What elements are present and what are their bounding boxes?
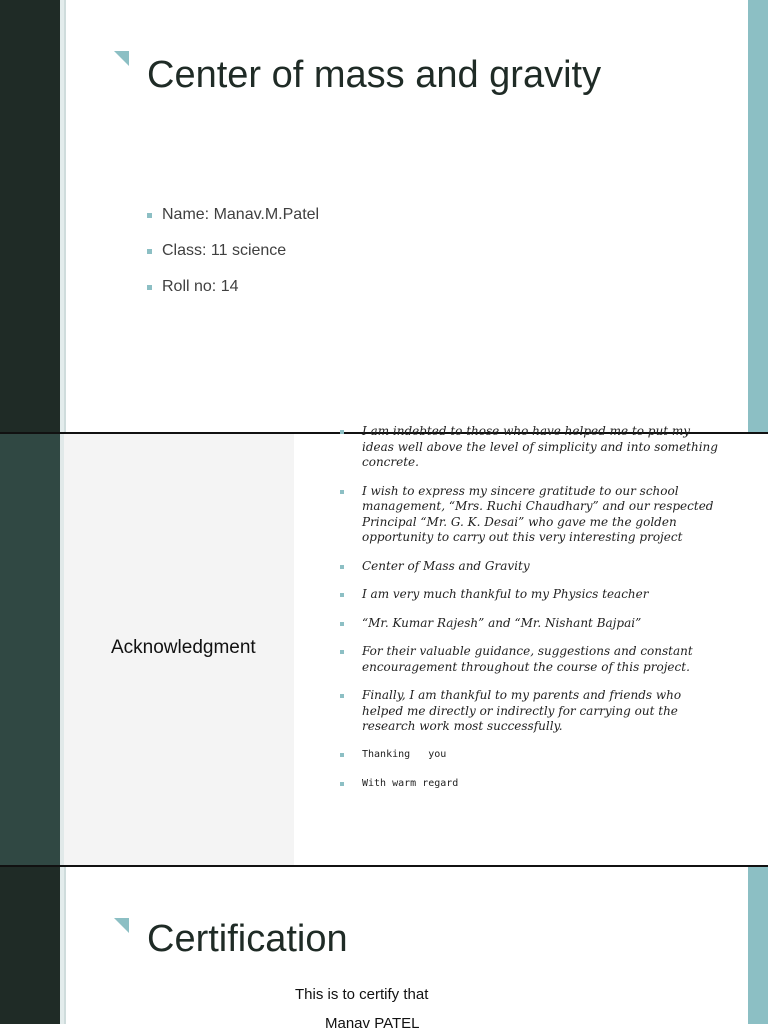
- list-item: [340, 747, 720, 763]
- item-text: With warm regard: [362, 777, 459, 789]
- student-details-list: [147, 206, 319, 314]
- bullet-icon: [340, 782, 344, 786]
- list-item: [340, 587, 720, 603]
- item-text: “Mr. Kumar Rajesh” and “Mr. Nishant Bajpai”: [362, 615, 642, 630]
- title-marker-icon: [114, 51, 129, 66]
- list-item: [147, 278, 319, 314]
- certification-slide: [0, 867, 768, 1032]
- list-item: [340, 559, 720, 575]
- title-slide: [0, 0, 768, 432]
- acknowledgment-list: [340, 424, 720, 804]
- bullet-icon: [340, 622, 344, 626]
- slide-title: Certification: [147, 918, 348, 960]
- bullet-icon: [147, 285, 152, 290]
- item-text: Center of Mass and Gravity: [362, 558, 530, 573]
- list-item: [340, 616, 720, 632]
- bullet-icon: [340, 430, 344, 434]
- list-item: [340, 776, 720, 792]
- certification-name: Manav PATEL: [325, 1015, 420, 1032]
- bullet-icon: [340, 694, 344, 698]
- acknowledgment-heading: Acknowledgment: [111, 637, 256, 658]
- acknowledgment-slide: [0, 424, 768, 865]
- dark-side-bar: [0, 434, 60, 865]
- bullet-icon: [340, 593, 344, 597]
- item-text: Finally, I am thankful to my parents and friends who helped me directly or indirectly for carrying out the research work most successfully.: [362, 687, 685, 734]
- detail-name: Name: Manav.M.Patel: [162, 206, 320, 223]
- list-item: [147, 242, 319, 278]
- side-accent-line-inner: [64, 0, 80, 432]
- item-text: I am indebted to those who have helped me to put my ideas well above the level of simplicity and into something concrete.: [362, 424, 722, 470]
- bullet-icon: [340, 753, 344, 757]
- title-marker-icon: [114, 918, 129, 933]
- certification-text: This is to certify that: [295, 986, 429, 1003]
- bullet-icon: [340, 565, 344, 569]
- bullet-icon: [340, 490, 344, 494]
- bullet-icon: [147, 249, 152, 254]
- dark-side-bar: [0, 867, 60, 1024]
- item-text: Thanking you: [362, 749, 447, 761]
- bullet-icon: [147, 213, 152, 218]
- item-text: For their valuable guidance, suggestions and constant encouragement throughout the course of this project.: [362, 643, 697, 674]
- teal-side-bar: [748, 867, 768, 1024]
- list-item: [340, 424, 720, 471]
- bullet-icon: [340, 650, 344, 654]
- side-accent-line-inner: [64, 867, 80, 1024]
- list-item: [340, 644, 720, 675]
- item-text: I wish to express my sincere gratitude to our school management, “Mrs. Ruchi Chaudhary” and our respected Principal “Mr. G. K. Desai” who gave me the golden opportunity to carry out this very interesting project: [362, 483, 718, 545]
- dark-side-bar: [0, 0, 60, 432]
- slide-title: Center of mass and gravity: [147, 54, 602, 96]
- detail-class: Class: 11 science: [162, 242, 287, 259]
- list-item: [340, 484, 720, 546]
- list-item: [147, 206, 319, 242]
- item-text: I am very much thankful to my Physics teacher: [362, 587, 649, 602]
- detail-roll-no: Roll no: 14: [162, 278, 239, 295]
- list-item: [340, 688, 720, 735]
- teal-side-bar: [748, 0, 768, 432]
